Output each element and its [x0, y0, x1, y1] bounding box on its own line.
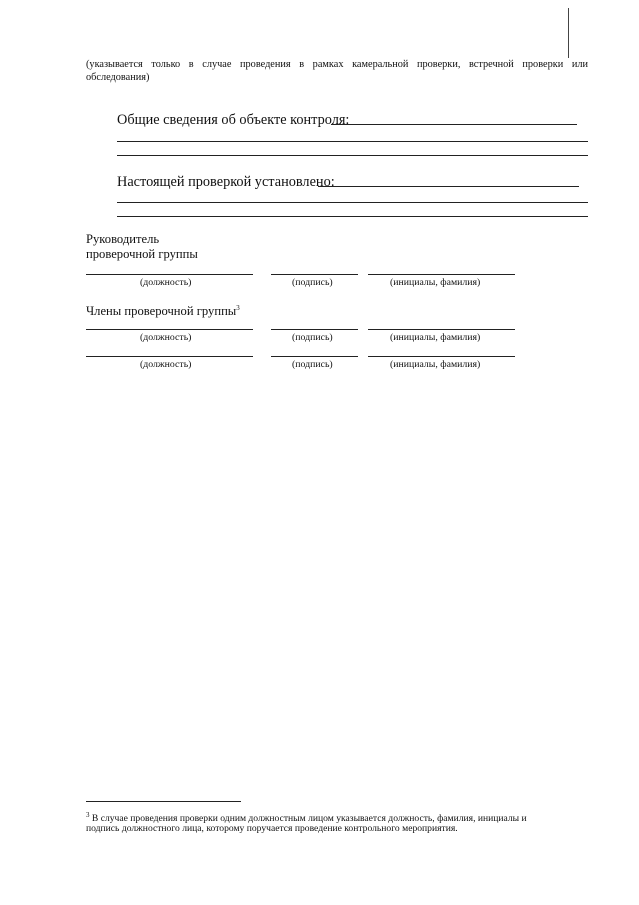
member1-position-line — [86, 329, 253, 330]
findings-label: Настоящей проверкой установлено: — [117, 174, 335, 190]
members-label-text: Члены проверочной группы — [86, 304, 237, 319]
members-footnote-ref: 3 — [236, 304, 240, 312]
footnote-separator — [86, 801, 241, 802]
member2-name-caption: (инициалы, фамилия) — [390, 359, 481, 370]
member1-signature-caption: (подпись) — [292, 332, 333, 343]
leader-label-line2: проверочной группы — [86, 247, 198, 261]
member1-name-caption: (инициалы, фамилия) — [390, 332, 481, 343]
leader-signature-line — [271, 274, 358, 275]
member1-name-line — [368, 329, 515, 330]
member2-signature-line — [271, 356, 358, 357]
members-label — [86, 300, 240, 319]
leader-name-caption: (инициалы, фамилия) — [390, 277, 481, 288]
leader-position-line — [86, 274, 253, 275]
findings-line-3 — [117, 216, 588, 217]
object-info-fill-line — [331, 124, 577, 125]
member2-position-line — [86, 356, 253, 357]
leader-label-line1: Руководитель — [86, 232, 160, 246]
footnote-marker: 3 — [86, 811, 90, 819]
member1-signature-line — [271, 329, 358, 330]
scope-note-line2: обследования) — [86, 72, 150, 83]
footnote-text-line1: В случае проведения проверки одним должностным лицом указывается должность, фамилия, инициалы и — [91, 813, 527, 825]
findings-fill-line — [318, 186, 579, 187]
member2-name-line — [368, 356, 515, 357]
member1-position-caption: (должность) — [140, 332, 192, 343]
findings-line-2 — [117, 202, 588, 203]
object-info-line-3 — [117, 155, 588, 156]
object-info-label: Общие сведения об объекте контроля: — [117, 112, 350, 128]
footnote-line2: подпись должностного лица, которому поручается проведение контрольного мероприятия. — [86, 823, 458, 834]
leader-name-line — [368, 274, 515, 275]
scope-note-line1: (указывается только в случае проведения в рамках камеральной проверки, встречной проверки или — [86, 59, 588, 70]
leader-signature-caption: (подпись) — [292, 277, 333, 288]
member2-position-caption: (должность) — [140, 359, 192, 370]
member2-signature-caption: (подпись) — [292, 359, 333, 370]
margin-mark — [568, 8, 569, 58]
leader-position-caption: (должность) — [140, 277, 192, 288]
object-info-line-2 — [117, 141, 588, 142]
